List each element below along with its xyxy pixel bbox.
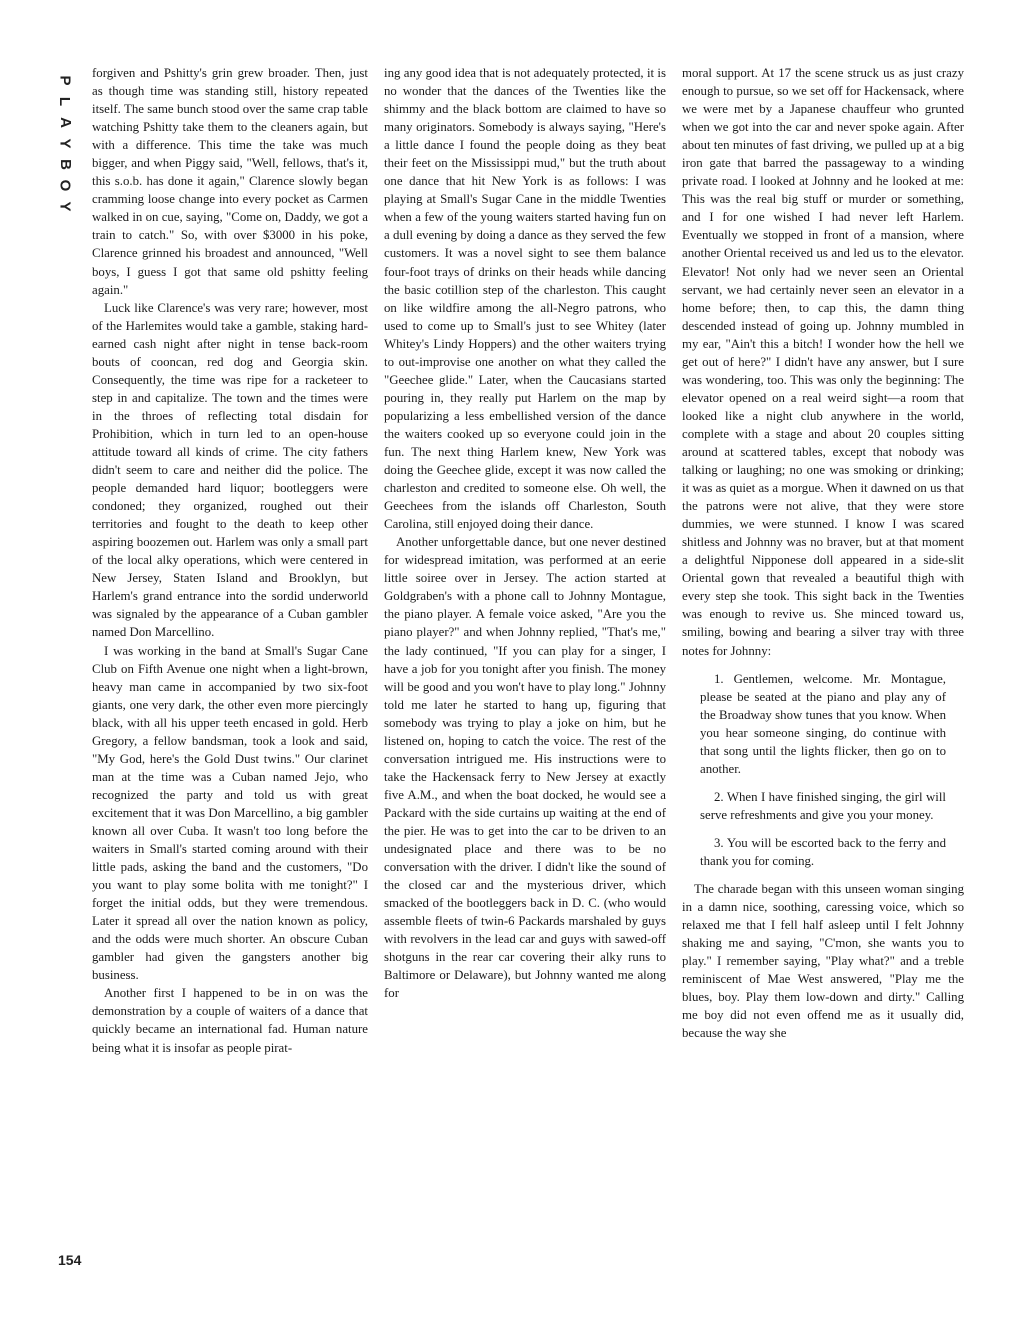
side-label-letter: B [56, 159, 74, 170]
side-label-letter: A [56, 117, 74, 128]
side-label-letter: O [56, 179, 74, 192]
note-item: 3. You will be escorted back to the ferry and thank you for coming. [700, 835, 946, 868]
side-label-letter: P [56, 75, 74, 86]
note-item: 2. When I have finished singing, the girl will serve refreshments and give you your money. [700, 789, 946, 822]
side-label-letter: Y [56, 138, 74, 149]
paragraph: Another first I happened to be in on was the demonstration by a couple of waiters of a dance that quickly became an international fad. Human nature being what it is insofar as people pirat- [92, 986, 368, 1055]
paragraph: Luck like Clarence's was very rare; however, most of the Harlemites would take a gamble, staking hard-earned cash night after night in tense back-room bouts of cooncan, red dog and Georgia skin. Consequently, the time was ripe for a racketeer to step in and capitalize. The town and the times were in the throes of reflecting total disdain for Prohibition, which in turn led to an open-house attitude toward all kinds of crime. The city fathers didn't seem to care and neither did the police. The people demanded hard liquor; bootleggers were condoned; they organized, roughed out their territories and fought to the death to keep other aspiring boozemen out. Harlem was only a small part of the local alky operations, which were centered in New Jersey, Staten Island and Brooklyn, but Harlem's grand entrance into the sordid underworld was signaled by the appearance of a Cuban gambler named Don Marcellino. [92, 300, 368, 640]
text-column-3 [682, 64, 964, 1294]
text-column-1 [92, 64, 368, 1294]
paragraph: Another unforgettable dance, but one never destined for widespread imitation, was performed at an eerie little soiree over in Jersey. The action started at Goldgraben's with a phone call to Johnny Montague, the piano player. A female voice asked, "Are you the piano player?" and when Johnny replied, "That's me," the lady continued, "If you can play for a singer, I have a job for you tonight after you finish. The money will be good and you won't have to play long." Johnny told me later he started to hang up, figuring that somebody was trying to play a joke on him, but he listened on, hoping to catch the voice. The rest of the conversation intrigued me. His instructions were to take the Hackensack ferry to New Jersey at exactly five A.M., and when the boat docked, he would see a Packard with the side curtains up waiting at the end of the pier. He was to get into the car to be driven to an undesignated place and there was to be no conversation with the driver. I didn't like the sound of the closed car and the mysterious driver, which smacked of the bootleggers back in D. C. (who would assemble fleets of twin-6 Packards marshaled by guys with revolvers in the lead car and guys with sawed-off shotguns in the rear car covering their alky runs to Baltimore or Delaware), but Johnny wanted me along for [384, 535, 666, 1001]
side-label-letter: Y [56, 201, 74, 212]
paragraph: I was working in the band at Small's Sugar Cane Club on Fifth Avenue one night when a light-brown, heavy man came in accompanied by two six-foot giants, one very dark, the other even more piercingly black, with all his upper teeth encased in gold. Herb Gregory, a fellow bandsman, took a look and said, "My God, here's the Gold Dust twins." Our clarinet man at the time was a Cuban named Jejo, who recognized the party and told us with great excitement that it was Don Marcellino, a big gambler known all over Cuba. It wasn't too long before the waiters in Small's started coming around with their little pads, asking the band and the customers, "Do you want to play some bolita with me tonight?" I forget the initial odds, but they were tremendous. Later it spread all over the nation known as policy, and the odds were much shorter. An obscure Cuban gambler had given the gangsters another big business. [92, 643, 368, 983]
paragraph: moral support. At 17 the scene struck us as just crazy enough to pursue, so we set off for Hackensack, where we were met by a Japanese chauffeur who grunted when we got into the car and never spoke again. After about ten minutes of fast driving, we pulled up at a big iron gate that barred the passageway to a winding private road. I looked at Johnny and he looked at me: This was the real big stuff or murder or something, and I for one wished I had never left Harlem. Eventually we stopped in front of a mansion, where another Oriental received us and led us to the elevator. Elevator! Not only had we never seen an Oriental servant, we had certainly never seen an elevator in a home before; then, to cap this, the damn thing descended instead of going up. Johnny mumbled in my ear, "Ain't this a bitch! I wonder how the hell we get out of here?" I didn't have any answer, but I sure was wondering, too. This was only the beginning: The elevator opened on a real weird sight—a room that looked like a night club anywhere in the world, complete with a stage and about 20 couples sitting around at scattered tables, except that nobody was talking or laughing; no one was smoking or drinking; it was as quiet as a morgue. When it dawned on us that the patrons were not alive, that they were store dummies, we were stunned. I know I was scared shitless and Johnny was no braver, but at that moment a delightful Nipponese doll appeared in a side-slit Oriental gown that revealed a beautiful thigh with every step she took. This sight back in the Twenties was enough to revive us. She minced toward us, smiling, bowing and bearing a silver tray with three notes for Johnny: [682, 66, 964, 658]
magazine-side-label [55, 70, 75, 217]
paragraph: The charade began with this unseen woman singing in a damn nice, soothing, caressing voice, which so relaxed me that I fell half asleep until I felt Johnny shaking me and saying, "C'mon, she wants you to play." I remember saying, "Play what?" and a treble reminiscent of Mae West answered, "Play me the blues, boy. Play them low-down and dirty." Calling me boy did not even offend me as it usually did, because the way she [682, 882, 964, 1041]
note-item: 1. Gentlemen, welcome. Mr. Montague, please be seated at the piano and play any of the Broadway show tunes that you know. When you hear someone singing, do continue with that song until the lights flicker, then go on to another. [700, 671, 946, 776]
text-column-2 [384, 64, 666, 1294]
paragraph: forgiven and Pshitty's grin grew broader. Then, just as though time was standing still, history repeated itself. The same bunch stood over the same crap table watching Pshitty take them to the cleaners again, but with a difference. This time the take was much bigger, and when Piggy said, "Well, fellows, that's it, this s.o.b. has done it again," Clarence slowly began cramming loose change into every pocket as Carmen walked in on cue, saying, "Come on, Daddy, we got a train to catch." So, with over $3000 in his poke, Clarence grinned his broadest and announced, "Well boys, I guess I got that same old pshitty feeling again." [92, 66, 368, 297]
page-number: 154 [58, 1252, 82, 1268]
side-label-letter: L [56, 96, 74, 107]
paragraph: ing any good idea that is not adequately protected, it is no wonder that the dances of the Twenties like the shimmy and the black bottom are claimed to have so many originators. Somebody is always saying, "Here's a little dance I found the people doing as they beat their feet on the Mississippi mud," but the truth about one dance that hit New York is as follows: I was playing at Small's Sugar Cane in the middle Twenties when a few of the young waiters started having fun on a dull evening by doing a dance as they served the few customers. It was a novel sight to see them balance four-foot trays of drinks on their heads while dancing the basic cotillion step of the charleston. This caught on like wildfire among the all-Negro patrons, who used to come up to Small's just to see Whitey (later Whitey's Lindy Hoppers) and the other waiters trying to out-improvise one another on what they called the "Geechee glide." Later, when the Caucasians started pouring in, they really put Harlem on the map by popularizing a less embellished version of the dance the waiters cooked up so everyone could join in the fun. The next thing Harlem knew, New York was doing the Geechee glide, except it was now called the charleston and credited to someone else. Oh well, the Geechees from the islands off Charleston, South Carolina, still enjoyed doing their dance. [384, 66, 666, 532]
